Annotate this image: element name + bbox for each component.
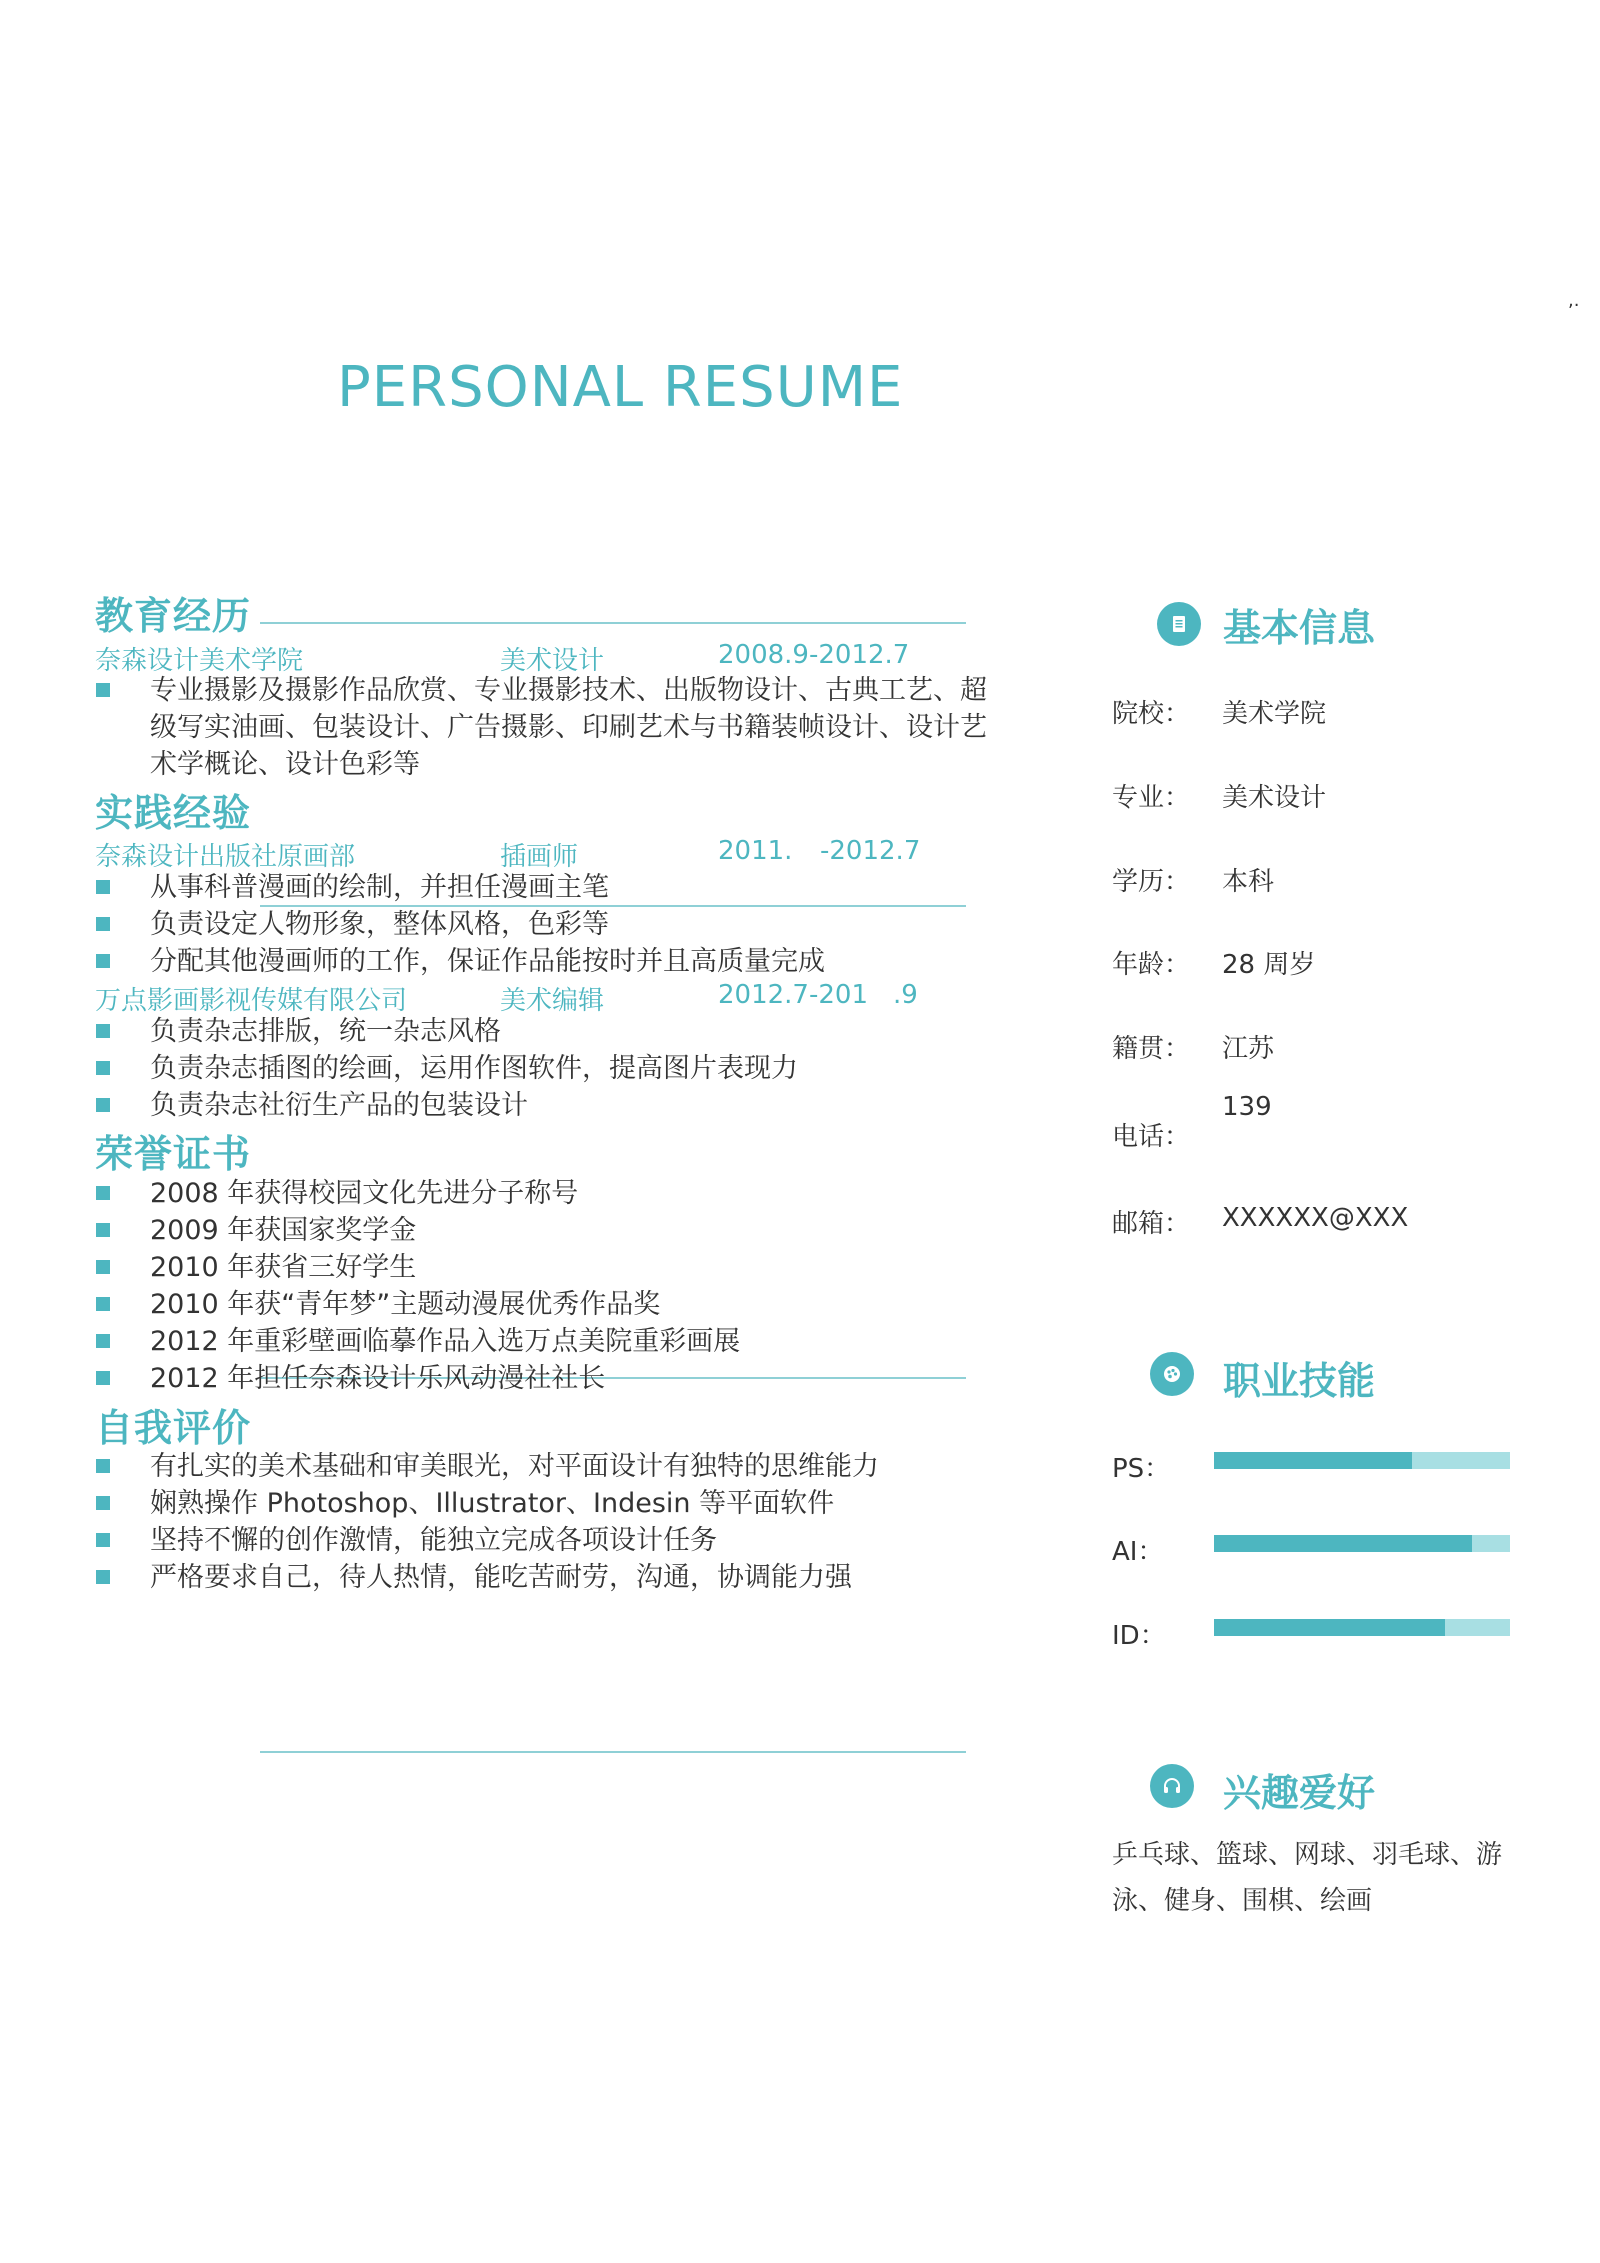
bullet-square: [96, 1061, 110, 1075]
bullet-square: [96, 1186, 110, 1200]
skill-bar-fill: [1214, 1619, 1445, 1636]
info-value-email: XXXXXX@XXX: [1222, 1203, 1409, 1233]
palette-icon: [1150, 1352, 1194, 1396]
headphones-icon: [1150, 1764, 1194, 1808]
bullet-square: [96, 1371, 110, 1385]
skill-bar-fill: [1214, 1535, 1472, 1552]
info-label-age: 年龄：: [1112, 950, 1191, 980]
bullet-square: [96, 880, 110, 894]
bullet-square: [96, 1223, 110, 1237]
list-item-text: 从事科普漫画的绘制，并担任漫画主笔: [150, 872, 609, 903]
list-item-text: 2012 年重彩壁画临摹作品入选万点美院重彩画展: [150, 1326, 741, 1357]
skill-label-ai: AI：: [1112, 1537, 1164, 1567]
list-item-text: 2009 年获国家奖学金: [150, 1215, 417, 1246]
job-role: 美术编辑: [500, 986, 605, 1016]
job-company: 万点影画影视传媒有限公司: [95, 986, 408, 1016]
info-label-school: 院校：: [1112, 699, 1191, 729]
job-period-start: 2012.7-201: [718, 980, 868, 1010]
list-item-text: 坚持不懈的创作激情，能独立完成各项设计任务: [150, 1525, 717, 1556]
list-item-text: 负责杂志插图的绘画，运用作图软件，提高图片表现力: [150, 1053, 798, 1084]
resume-title: PERSONAL RESUME: [337, 355, 904, 420]
skills-heading: 职业技能: [1223, 1359, 1376, 1403]
skill-bar-fill: [1214, 1452, 1412, 1469]
job-period-start: 2011.: [718, 836, 793, 866]
info-label-major: 专业：: [1112, 783, 1191, 813]
education-course-text: 专业摄影及摄影作品欣赏、专业摄影技术、出版物设计、古典工艺、超级写实油画、包装设计、广告摄影、印刷艺术与书籍装帧设计、设计艺术学概论、设计色彩等: [150, 675, 987, 780]
list-item-text: 2008 年获得校园文化先进分子称号: [150, 1178, 579, 1209]
self-eval-heading: 自我评价: [95, 1406, 252, 1450]
education-period: 2008.9-2012.7: [718, 640, 910, 670]
info-label-degree: 学历：: [1112, 867, 1191, 897]
job-role: 插画师: [500, 842, 579, 872]
info-label-phone: 电话：: [1112, 1122, 1191, 1152]
skill-label-id: ID：: [1112, 1621, 1166, 1651]
info-value-major: 美术设计: [1222, 783, 1327, 813]
list-item-text: 严格要求自己，待人热情，能吃苦耐劳，沟通，协调能力强: [150, 1562, 852, 1593]
document-icon-glyph: [1167, 612, 1191, 636]
job-period-end: .9: [893, 980, 918, 1010]
skill-bar-ai: [1214, 1535, 1510, 1552]
info-value-phone: 139: [1222, 1092, 1272, 1122]
headphones-icon-glyph: [1160, 1774, 1184, 1798]
education-heading: 教育经历: [95, 594, 252, 638]
job-period-end: -2012.7: [820, 836, 921, 866]
list-item-text: 负责设定人物形象，整体风格，色彩等: [150, 909, 609, 940]
bullet-square: [96, 1459, 110, 1473]
info-label-hometown: 籍贯：: [1112, 1034, 1191, 1064]
skill-label-ps: PS：: [1112, 1454, 1171, 1484]
bullet-square: [96, 1024, 110, 1038]
corner-mark: ,.: [1568, 290, 1580, 311]
palette-icon-glyph: [1160, 1362, 1184, 1386]
bullet-square: [96, 917, 110, 931]
education-major: 美术设计: [500, 646, 605, 676]
hobbies-text: 乒乓球、篮球、网球、羽毛球、游泳、健身、围棋、绘画: [1112, 1840, 1503, 1916]
list-item-text: 2012 年担任奈森设计乐风动漫社社长: [150, 1363, 606, 1394]
education-school: 奈森设计美术学院: [95, 646, 304, 676]
bullet-square: [96, 1570, 110, 1584]
bullet-square: [96, 1533, 110, 1547]
info-label-email: 邮箱：: [1112, 1209, 1191, 1239]
skill-bar-id: [1214, 1619, 1510, 1636]
list-item-text: 负责杂志社衍生产品的包装设计: [150, 1090, 528, 1121]
info-value-school: 美术学院: [1222, 699, 1327, 729]
list-item-text: 有扎实的美术基础和审美眼光，对平面设计有独特的思维能力: [150, 1451, 879, 1482]
bullet-square: [96, 1098, 110, 1112]
bullet-square: [96, 683, 110, 697]
basic-info-heading: 基本信息: [1223, 606, 1376, 650]
bullet-square: [96, 954, 110, 968]
skill-bar-ps: [1214, 1452, 1510, 1469]
honors-heading: 荣誉证书: [95, 1132, 252, 1176]
bullet-square: [96, 1496, 110, 1510]
list-item-text: 娴熟操作 Photoshop、Illustrator、Indesin 等平面软件: [150, 1488, 835, 1519]
list-item-text: 负责杂志排版，统一杂志风格: [150, 1016, 501, 1047]
hobbies-heading: 兴趣爱好: [1223, 1771, 1376, 1815]
info-value-age: 28 周岁: [1222, 950, 1316, 980]
document-icon: [1157, 602, 1201, 646]
divider-line: [260, 622, 966, 624]
info-value-degree: 本科: [1222, 867, 1275, 897]
job-company: 奈森设计出版社原画部: [95, 842, 356, 872]
list-item-text: 2010 年获“青年梦”主题动漫展优秀作品奖: [150, 1289, 661, 1320]
divider-line: [260, 1751, 966, 1753]
list-item-text: 分配其他漫画师的工作，保证作品能按时并且高质量完成: [150, 946, 825, 977]
experience-heading: 实践经验: [95, 791, 252, 835]
bullet-square: [96, 1334, 110, 1348]
bullet-square: [96, 1297, 110, 1311]
info-value-hometown: 江苏: [1222, 1034, 1275, 1064]
bullet-square: [96, 1260, 110, 1274]
list-item-text: 2010 年获省三好学生: [150, 1252, 417, 1283]
